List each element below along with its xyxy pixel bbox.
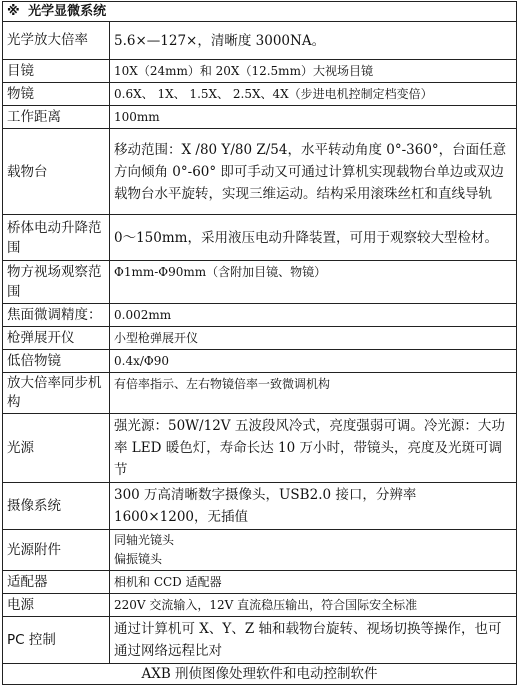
table-row	[3, 129, 517, 215]
table-row	[3, 530, 517, 571]
row-label: 光源	[3, 414, 110, 483]
row-value: 300 万高清晰数字摄像头，USB2.0 接口，分辨率 1600×1200，无插值	[110, 483, 517, 530]
row-label: PC 控制	[3, 617, 110, 664]
table-row	[3, 594, 517, 617]
row-value: 强光源：50W/12V 五波段风冷式，亮度强弱可调。冷光源：大功率 LED 暖色灯，寿命长达 10 万小时，带镜头，亮度及光斑可调节	[110, 414, 517, 483]
row-value: 5.6×—127×，清晰度 3000NA。	[110, 22, 517, 60]
table-footer-row	[3, 664, 517, 685]
row-value: 移动范围：X /80 Y/80 Z/54，水平转动角度 0°-360°，台面任意方向倾角 0°-60° 即可手动又可通过计算机实现载物台单边或双边载物台水平旋转，实现三维运动。结构采用滚珠丝杠和直线导轨	[110, 129, 517, 215]
spec-table	[2, 1, 517, 685]
table-row	[3, 350, 517, 373]
row-value	[110, 530, 517, 571]
row-value-line: 偏振镜头	[114, 552, 163, 566]
row-value: 小型枪弹展开仪	[110, 327, 517, 350]
table-title: 光学显微系统	[28, 4, 107, 19]
row-label: 枪弹展开仪	[3, 327, 110, 350]
table-row	[3, 22, 517, 60]
row-value: 通过计算机可 X、Y、Z 轴和载物台旋转、视场切换等操作，也可通过网络远程比对	[110, 617, 517, 664]
row-label: 摄像系统	[3, 483, 110, 530]
row-value: 0.4x/Φ90	[110, 350, 517, 373]
row-label: 焦面微调精度：	[3, 304, 110, 327]
title-mark-icon: ※	[7, 4, 20, 19]
row-value: Φ1mm-Φ90mm（含附加目镜、物镜）	[110, 261, 517, 304]
row-label: 光学放大倍率	[3, 22, 110, 60]
row-value-line: 同轴光镜头	[114, 533, 175, 547]
table-row	[3, 414, 517, 483]
table-row	[3, 304, 517, 327]
row-value: 0～150mm，采用液压电动升降装置，可用于观察较大型检材。	[110, 215, 517, 261]
row-label: 放大倍率同步机构	[3, 373, 110, 414]
row-label: 目镜	[3, 60, 110, 83]
table-row	[3, 571, 517, 594]
row-value: 0.6X、 1X、 1.5X、 2.5X、4X（步进电机控制定档变倍）	[110, 83, 517, 106]
row-label: 低倍物镜	[3, 350, 110, 373]
row-value: 有倍率指示、左右物镜倍率一致微调机构	[110, 373, 517, 414]
table-title-row	[3, 2, 517, 22]
row-label: 工作距离	[3, 106, 110, 129]
row-value: 220V 交流输入，12V 直流稳压输出，符合国际安全标准	[110, 594, 517, 617]
row-label: 光源附件	[3, 530, 110, 571]
row-label: 物镜	[3, 83, 110, 106]
table-row	[3, 215, 517, 261]
spec-sheet	[2, 1, 516, 685]
row-label: 电源	[3, 594, 110, 617]
table-row	[3, 83, 517, 106]
row-label: 适配器	[3, 571, 110, 594]
table-row	[3, 617, 517, 664]
table-row	[3, 106, 517, 129]
row-label: 桥体电动升降范围	[3, 215, 110, 261]
row-value: 100mm	[110, 106, 517, 129]
table-row	[3, 373, 517, 414]
row-label: 载物台	[3, 129, 110, 215]
table-footer: AXB 刑侦图像处理软件和电动控制软件	[3, 664, 517, 685]
row-label: 物方视场观察范围	[3, 261, 110, 304]
row-value: 相机和 CCD 适配器	[110, 571, 517, 594]
row-value: 0.002mm	[110, 304, 517, 327]
table-row	[3, 60, 517, 83]
table-title-cell	[3, 2, 517, 22]
table-row	[3, 483, 517, 530]
row-value: 10X（24mm）和 20X（12.5mm）大视场目镜	[110, 60, 517, 83]
table-row	[3, 327, 517, 350]
table-row	[3, 261, 517, 304]
